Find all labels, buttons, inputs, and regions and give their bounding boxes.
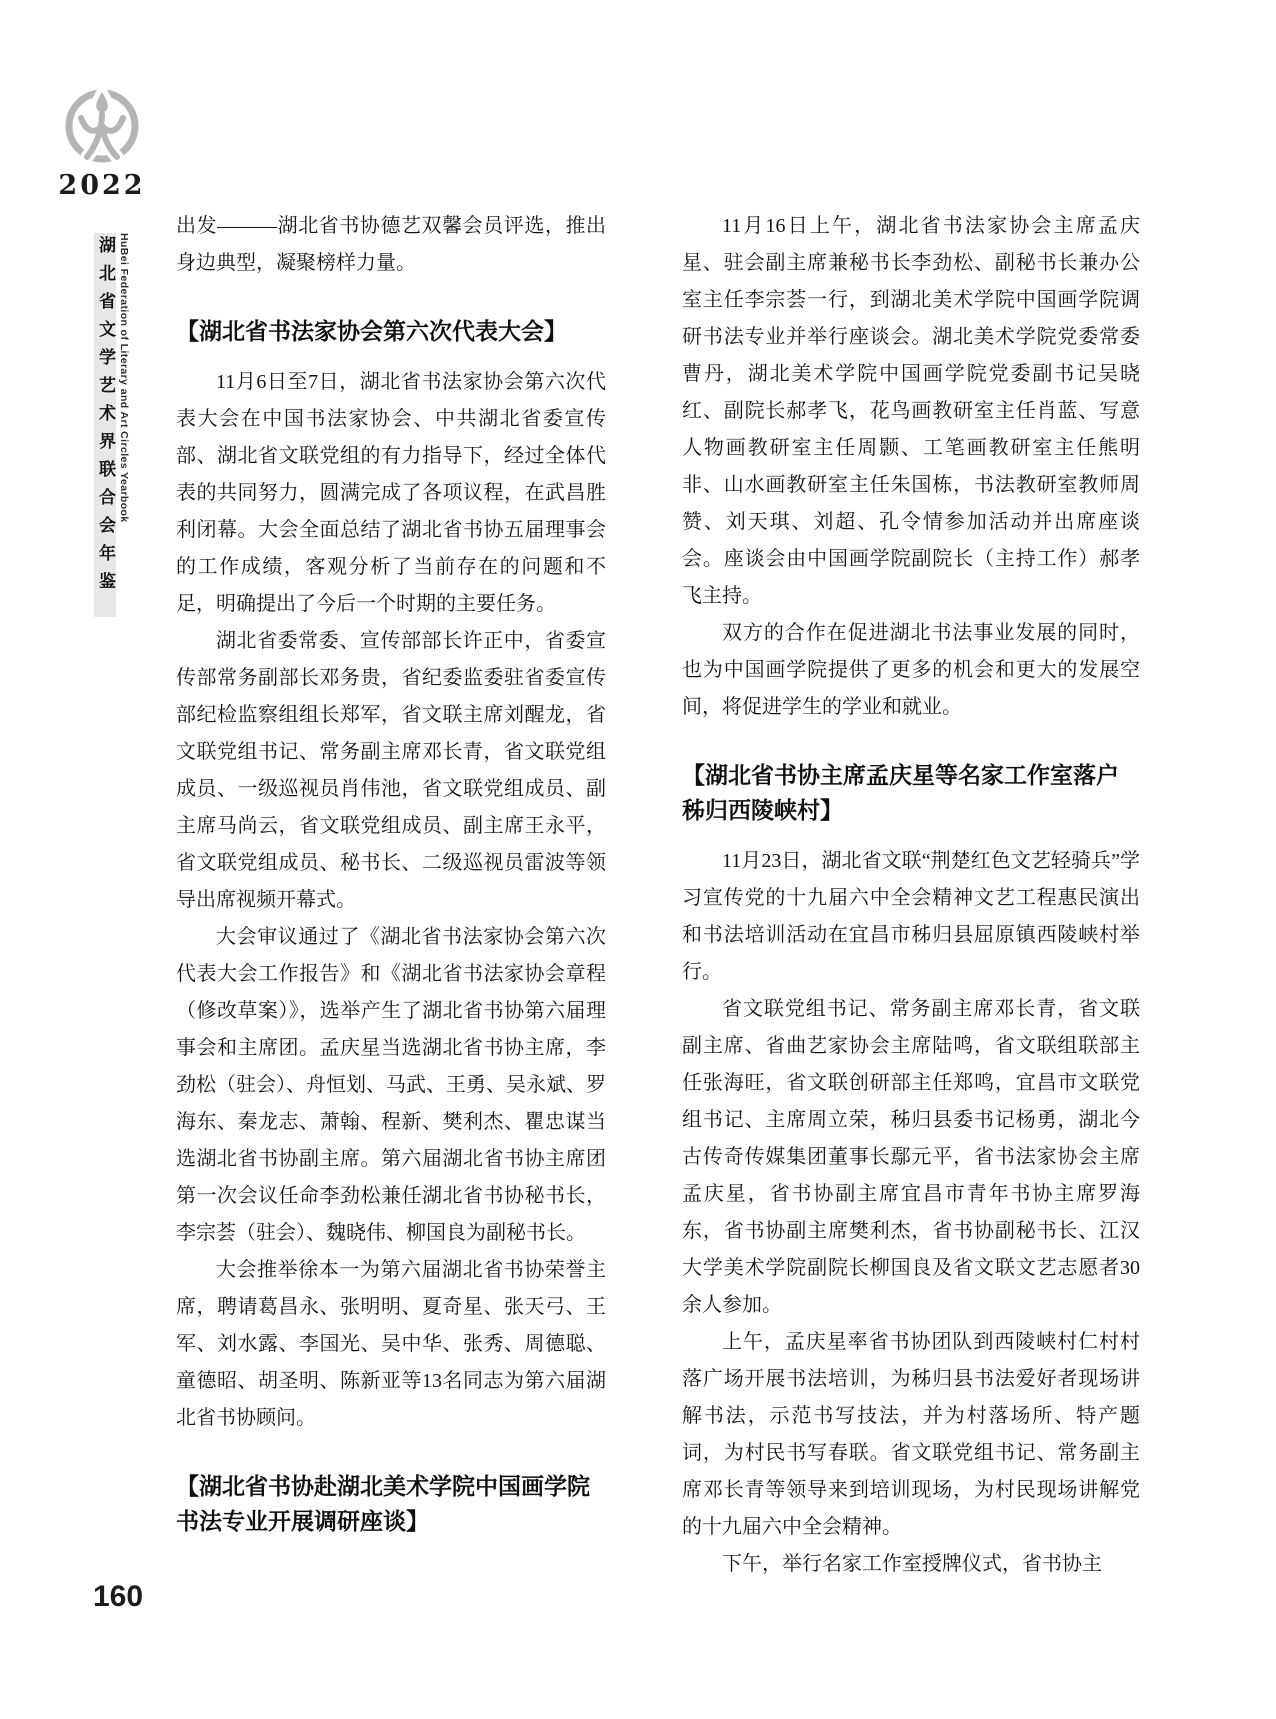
body-paragraph: 大会审议通过了《湖北省书法家协会第六次代表大会工作报告》和《湖北省书法家协会章程（修改草案）》，选举产生了湖北省书协第六届理事会和主席团。孟庆星当选湖北省书协主席，李劲松（驻会）、舟恒划、马武、王勇、吴永斌、罗海东、秦龙志、萧翰、程新、樊利杰、瞿忠谋当选湖北省书协副主席。第六届湖北省书协主席团第一次会议任命李劲松兼任湖北省书协秘书长，李宗荟（驻会）、魏晓伟、柳国良为副秘书长。 bbox=[176, 926, 606, 1244]
body-paragraph: 双方的合作在促进湖北书法事业发展的同时，也为中国画学院提供了更多的机会和更大的发展空间，将促进学生的学业和就业。 bbox=[682, 622, 1140, 718]
body-paragraph: 省文联党组书记、常务副主席邓长青，省文联副主席、省曲艺家协会主席陆鸣，省文联组联部主任张海旺，省文联创研部主任郑鸣，宜昌市文联党组书记、主席周立荣，秭归县委书记杨勇，湖北今古传奇传媒集团董事长鄢元平，省书法家协会主席孟庆星，省书协副主席宜昌市青年书协主席罗海东，省书协副主席樊利杰，省书协副秘书长、江汉大学美术学院副院长柳国良及省文联文艺志愿者30余人参加。 bbox=[682, 998, 1140, 1316]
spine-title-chinese: 湖北省文学艺术界联合会年鉴 bbox=[94, 233, 116, 617]
entry-heading: 【湖北省书协赴湖北美术学院中国画学院书法专业开展调研座谈】 bbox=[176, 1473, 590, 1534]
federation-emblem-icon bbox=[58, 84, 146, 168]
right-column bbox=[682, 208, 1140, 1583]
body-paragraph: 11月23日，湖北省文联“荆楚红色文艺轻骑兵”学习宣传党的十九届六中全会精神文艺工程惠民演出和书法培训活动在宜昌市秭归县屈原镇西陵峡村举行。 bbox=[682, 850, 1140, 983]
logo-year: 2022 bbox=[58, 170, 146, 201]
federation-logo-block bbox=[58, 84, 146, 201]
body-paragraph: 上午，孟庆星率省书协团队到西陵峡村仁村村落广场开展书法培训，为秭归县书法爱好者现场讲解书法，示范书写技法，并为村落场所、特产题词，为村民书写春联。省文联党组书记、常务副主席邓长青等领导来到培训现场，为村民现场讲解党的十九届六中全会精神。 bbox=[682, 1331, 1140, 1538]
page-number: 160 bbox=[93, 1580, 144, 1613]
entry-heading: 【湖北省书协主席孟庆星等名家工作室落户秭归西陵峡村】 bbox=[682, 762, 1119, 823]
body-paragraph: 出发———湖北省书协德艺双馨会员评选，推出身边典型，凝聚榜样力量。 bbox=[176, 215, 606, 274]
spine-title-english: HuBei Federation of Literary and Art Circles Yearbook bbox=[118, 233, 130, 523]
left-column bbox=[176, 208, 606, 1554]
body-paragraph: 下午，举行名家工作室授牌仪式，省书协主 bbox=[722, 1553, 1102, 1575]
body-paragraph: 大会推举徐本一为第六届湖北省书协荣誉主席，聘请葛昌永、张明明、夏奇星、张天弓、王军、刘水露、李国光、吴中华、张秀、周德聪、童德昭、胡圣明、陈新亚等13名同志为第六届湖北省书协顾问。 bbox=[176, 1259, 606, 1429]
body-paragraph: 11月6日至7日，湖北省书法家协会第六次代表大会在中国书法家协会、中共湖北省委宣传部、湖北省文联党组的有力指导下，经过全体代表的共同努力，圆满完成了各项议程，在武昌胜利闭幕。大会全面总结了湖北省书协五届理事会的工作成绩，客观分析了当前存在的问题和不足，明确提出了今后一个时期的主要任务。 bbox=[176, 371, 606, 615]
body-paragraph: 湖北省委常委、宣传部部长许正中，省委宣传部常务副部长邓务贵，省纪委监委驻省委宣传部纪检监察组组长郑军，省文联主席刘醒龙，省文联党组书记、常务副主席邓长青，省文联党组成员、一级巡视员肖伟池，省文联党组成员、副主席马尚云，省文联党组成员、副主席王永平，省文联党组成员、秘书长、二级巡视员雷波等领导出席视频开幕式。 bbox=[176, 630, 606, 911]
body-paragraph: 11月16日上午，湖北省书法家协会主席孟庆星、驻会副主席兼秘书长李劲松、副秘书长兼办公室主任李宗荟一行，到湖北美术学院中国画学院调研书法专业并举行座谈会。湖北美术学院党委常委曹丹，湖北美术学院中国画学院党委副书记吴晓红、副院长郝孝飞，花鸟画教研室主任肖蓝、写意人物画教研室主任周颢、工笔画教研室主任熊明非、山水画教研室主任朱国栋，书法教研室教师周赞、刘天琪、刘超、孔令情参加活动并出席座谈会。座谈会由中国画学院副院长（主持工作）郝孝飞主持。 bbox=[682, 215, 1140, 607]
entry-heading: 【湖北省书法家协会第六次代表大会】 bbox=[176, 318, 567, 344]
